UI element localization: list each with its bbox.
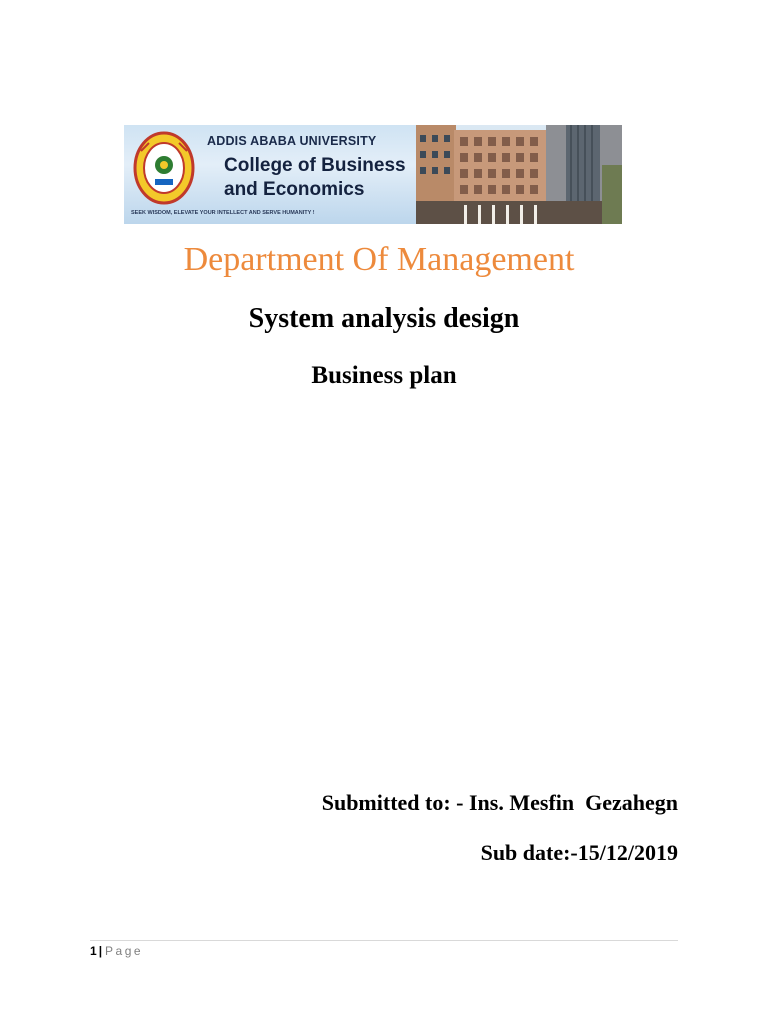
submitted-to: Submitted to: - Ins. Mesfin Gezahegn (321, 790, 678, 815)
department-title: Department Of Management (183, 241, 575, 278)
university-seal-icon (133, 131, 195, 205)
document-type: Business plan (311, 362, 457, 389)
college-banner (124, 125, 622, 224)
page-footer (90, 944, 143, 958)
footer-divider (90, 940, 678, 941)
banner-college-line2: and Economics (224, 179, 365, 200)
banner-university-name: ADDIS ABABA UNIVERSITY (207, 134, 377, 148)
footer-separator: | (98, 944, 103, 958)
banner-college-name (224, 154, 406, 202)
submission-date: Sub date:-15/12/2019 (480, 840, 678, 865)
subject-title: System analysis design (248, 303, 520, 334)
banner-college-line1: College of Business (224, 155, 406, 176)
campus-building-image (416, 125, 622, 224)
page-number: 1 (90, 944, 97, 958)
banner-motto: SEEK WISDOM, ELEVATE YOUR INTELLECT AND SERVE HUMANITY ! (131, 210, 315, 216)
page-label: Page (105, 944, 144, 958)
